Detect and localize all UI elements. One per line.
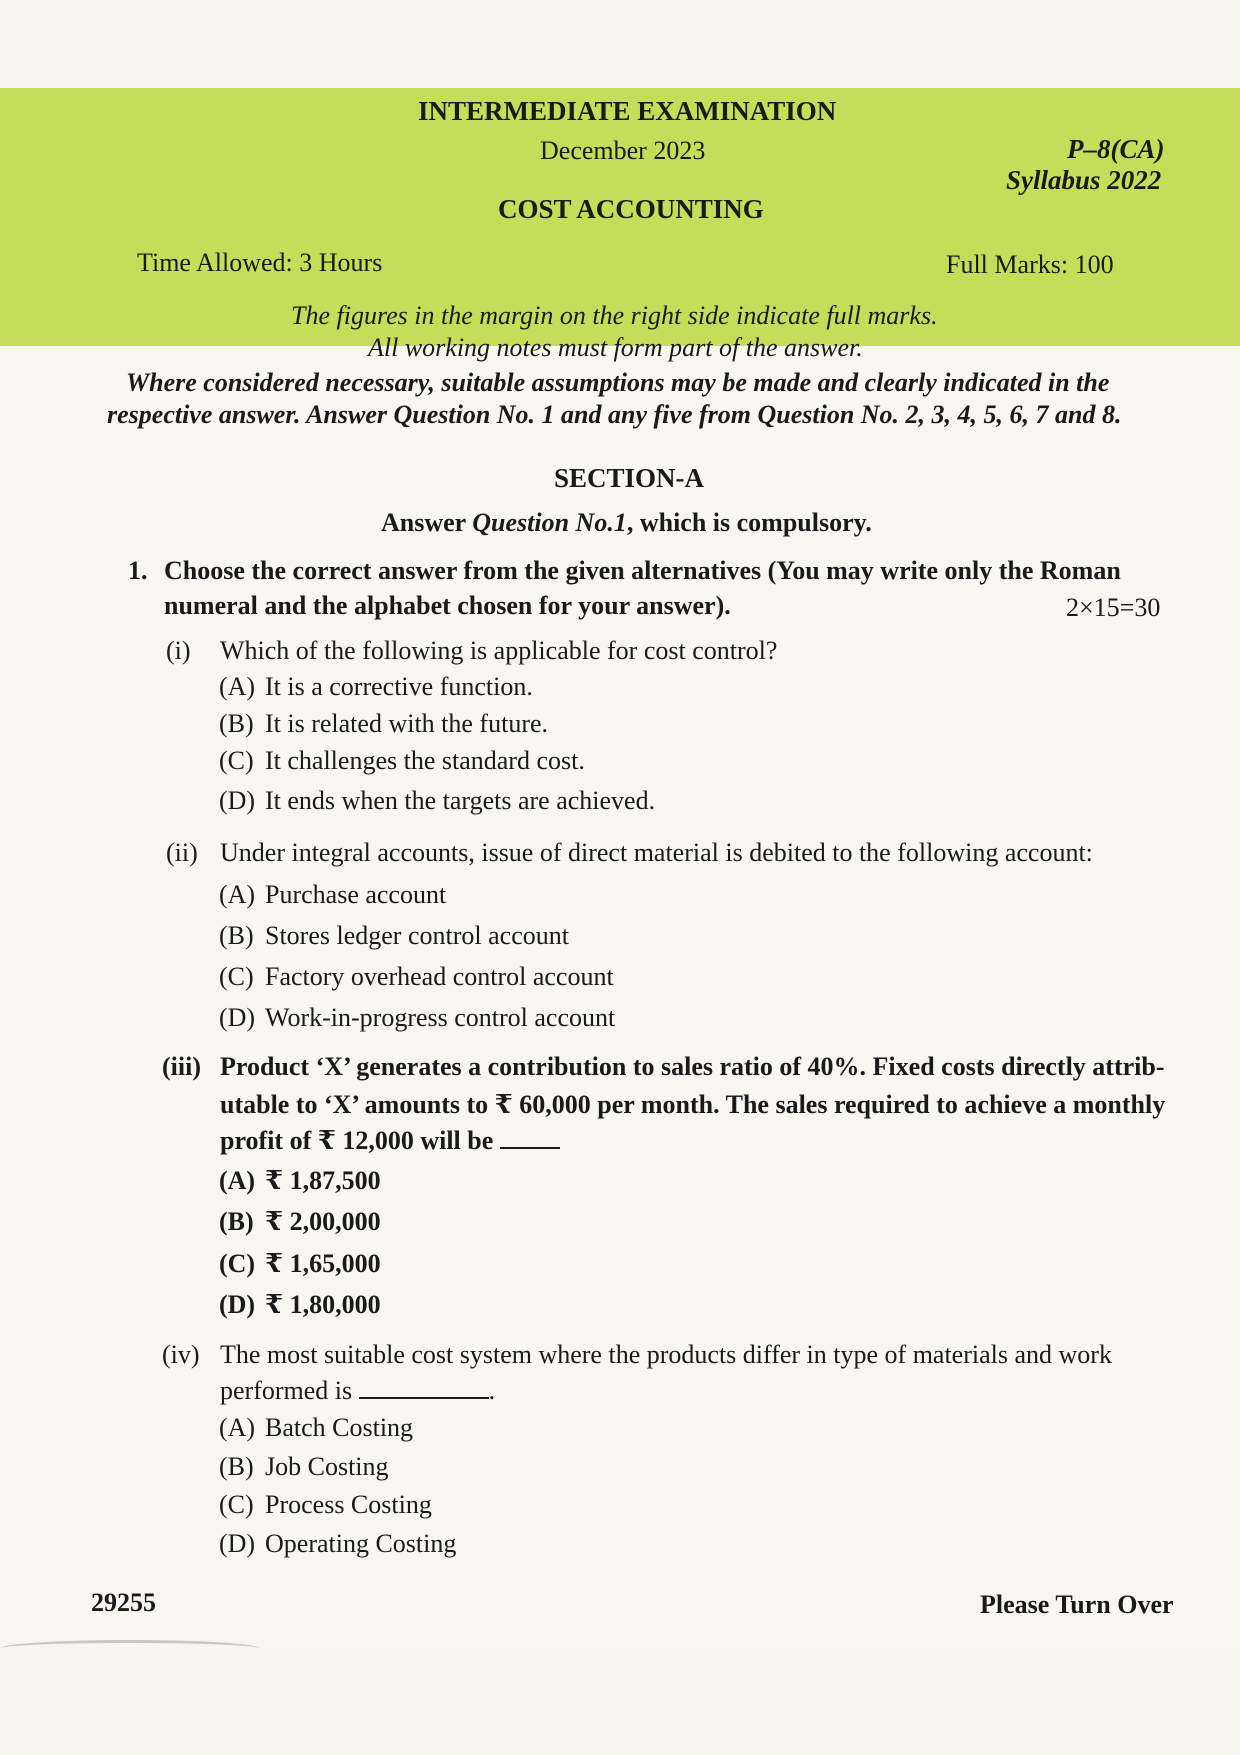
option-text: Purchase account <box>265 880 447 909</box>
option-i-a[interactable] <box>219 672 533 702</box>
question-item-iii <box>162 1052 1165 1082</box>
roman-numeral: (iii) <box>162 1052 201 1081</box>
page-edge-shadow <box>0 1640 260 1657</box>
option-text: Stores ledger control account <box>265 921 569 950</box>
answer-blank <box>500 1127 560 1149</box>
option-text: ₹ 2,00,000 <box>265 1207 381 1236</box>
option-key: (D) <box>219 786 256 815</box>
option-text: Job Costing <box>265 1452 389 1481</box>
option-ii-a[interactable] <box>219 880 446 910</box>
option-i-c[interactable] <box>219 746 585 776</box>
option-text: It ends when the targets are achieved. <box>265 786 656 815</box>
question-text: Which of the following is applicable for cost control? <box>220 636 778 665</box>
option-text: Batch Costing <box>265 1413 414 1442</box>
option-key: (D) <box>219 1003 256 1032</box>
option-key: (B) <box>219 709 254 738</box>
option-text: It is related with the future. <box>265 709 549 738</box>
option-iv-a[interactable] <box>219 1413 413 1443</box>
question-text-line1: The most suitable cost system where the products differ in type of materials and work <box>220 1340 1112 1369</box>
instruction-assumptions: Where considered necessary, suitable assumptions may be made and clearly indicated in the <box>126 368 1110 397</box>
option-key: (C) <box>219 746 254 775</box>
option-key: (D) <box>219 1529 256 1558</box>
option-key: (C) <box>219 962 254 991</box>
option-i-b[interactable] <box>219 709 548 739</box>
question-text-line2: performed is . <box>220 1376 496 1405</box>
question-number: 1. <box>128 556 148 585</box>
option-key: (C) <box>219 1490 254 1519</box>
section-title: SECTION-A <box>554 463 705 493</box>
option-text: ₹ 1,65,000 <box>265 1249 381 1278</box>
question-text-line1: Product ‘X’ generates a contribution to sales ratio of 40%. Fixed costs directly attrib- <box>220 1052 1165 1081</box>
option-text: Work-in-progress control account <box>265 1003 616 1032</box>
question-marks: 2×15=30 <box>1066 593 1161 622</box>
time-allowed: Time Allowed: 3 Hours <box>137 248 383 277</box>
exam-title: INTERMEDIATE EXAMINATION <box>418 96 837 126</box>
question-text-line2: utable to ‘X’ amounts to ₹ 60,000 per month. The sales required to achieve a monthly <box>220 1090 1166 1119</box>
instruction-working-notes: All working notes must form part of the answer. <box>368 333 863 362</box>
option-key: (C) <box>219 1249 256 1278</box>
option-key: (B) <box>219 1452 254 1481</box>
option-key: (B) <box>219 1207 254 1236</box>
option-text: Operating Costing <box>265 1529 457 1558</box>
option-text: It challenges the standard cost. <box>265 746 585 775</box>
exam-session: December 2023 <box>540 136 706 165</box>
question-instruction-line1: Choose the correct answer from the given alternatives (You may write only the Roman <box>164 556 1121 585</box>
paper-code: P–8(CA) <box>1067 134 1165 164</box>
option-key: (A) <box>219 880 256 909</box>
answer-blank <box>359 1377 489 1399</box>
roman-numeral: (iv) <box>162 1340 200 1369</box>
option-text: ₹ 1,80,000 <box>265 1290 381 1319</box>
option-iii-c[interactable] <box>219 1249 381 1279</box>
syllabus: Syllabus 2022 <box>1006 165 1162 195</box>
option-ii-c[interactable] <box>219 962 614 992</box>
question-item-iv <box>162 1340 1112 1370</box>
question-item-i <box>166 636 777 666</box>
option-text: Process Costing <box>265 1490 432 1519</box>
option-key: (A) <box>219 1166 256 1195</box>
option-iv-b[interactable] <box>219 1452 389 1482</box>
option-key: (B) <box>219 921 254 950</box>
option-i-d[interactable] <box>219 786 655 816</box>
option-text: Factory overhead control account <box>265 962 614 991</box>
full-marks: Full Marks: 100 <box>946 250 1114 279</box>
paper-serial-code: 29255 <box>91 1588 156 1617</box>
please-turn-over: Please Turn Over <box>980 1590 1174 1619</box>
option-iii-d[interactable] <box>219 1290 381 1320</box>
option-key: (A) <box>219 672 256 701</box>
roman-numeral: (i) <box>166 636 191 665</box>
option-iii-a[interactable] <box>219 1166 381 1196</box>
roman-numeral: (ii) <box>166 838 198 867</box>
instruction-marks: The figures in the margin on the right side indicate full marks. <box>291 301 938 330</box>
option-ii-d[interactable] <box>219 1003 615 1033</box>
instruction-answer-questions: respective answer. Answer Question No. 1 and any five from Question No. 2, 3, 4, 5, 6, 7 and 8. <box>107 400 1122 429</box>
option-ii-b[interactable] <box>219 921 569 951</box>
option-text: ₹ 1,87,500 <box>265 1166 381 1195</box>
option-key: (D) <box>219 1290 256 1319</box>
question-text: Under integral accounts, issue of direct material is debited to the following account: <box>220 838 1093 867</box>
option-text: It is a corrective function. <box>265 672 533 701</box>
section-subtitle: Answer Question No.1, which is compulsory. <box>381 508 872 537</box>
question-instruction-line2: numeral and the alphabet chosen for your answer). <box>164 591 731 620</box>
option-key: (A) <box>219 1413 256 1442</box>
option-iv-d[interactable] <box>219 1529 456 1559</box>
question-item-ii <box>166 838 1093 868</box>
question-text-line3: profit of ₹ 12,000 will be <box>220 1126 560 1156</box>
option-iv-c[interactable] <box>219 1490 432 1520</box>
subject-title: COST ACCOUNTING <box>498 194 764 224</box>
option-iii-b[interactable] <box>219 1207 381 1237</box>
